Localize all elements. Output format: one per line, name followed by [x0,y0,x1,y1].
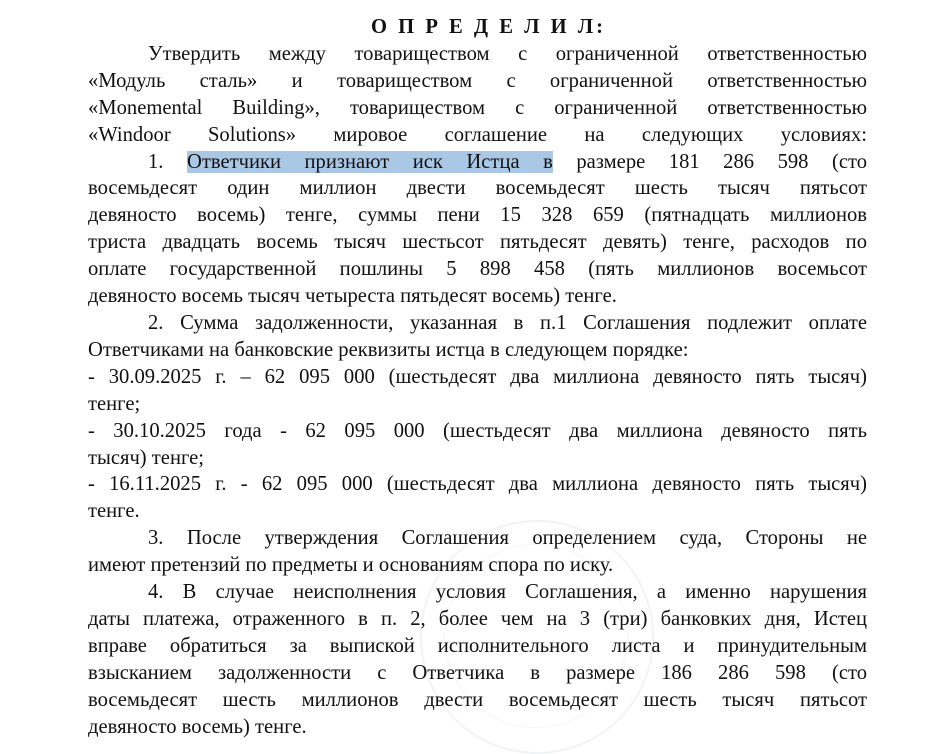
clause-3-line-2: имеют претензий по предметы и основаниям спора по иску. [88,554,614,577]
clause-1 [88,149,867,310]
clause-1-line-2: восемьдесят один миллион двести восемьдесят шесть тысяч пятьсот [88,177,867,200]
clause-4-line-5: восемьдесят шесть миллионов двести восемьдесят шесть тысяч пятьсот [88,688,867,711]
selected-text-highlight[interactable]: Ответчики признают иск Истца в [186,150,553,173]
payment-3-line-1: - 16.11.2025 г. - 62 095 000 (шестьдесят два миллиона девяносто пять тысяч) [88,473,867,496]
clause-4-line-3: вправе обратиться за выпиской исполнительного листа и принудительным [88,634,867,657]
clause-1-line-6: девяносто восемь тысяч четыреста пятьдесят восемь) тенге. [88,285,617,308]
clause-4-line-6: девяносто восемь) тенге. [88,715,307,738]
intro-line-3: «Monemental Building», товариществом с ограниченной ответственностью [88,96,867,119]
document-heading: О П Р Е Д Е Л И Л: [370,16,606,38]
payment-2-line-1: - 30.10.2025 года - 62 095 000 (шестьдесят два миллиона девяносто пять [88,419,867,442]
clause-3 [88,525,867,579]
clause-1-line-4: триста двадцать восемь тысяч шестьсот пятьдесят девять) тенге, расходов по [88,231,867,254]
clause-1-number: 1. [148,150,164,173]
clause-1-line-1[interactable] [88,149,867,176]
clause-3-line-1: 3. После утверждения Соглашения определением суда, Стороны не [148,527,867,550]
intro-paragraph [88,41,867,149]
clause-2-line-2: Ответчиками на банковские реквизиты истца в следующем порядке: [88,338,689,361]
payment-3-line-2: тенге. [88,500,140,523]
court-ruling-page [88,14,867,740]
clause-4-line-2: даты платежа, отраженного в п. 2, более чем на 3 (три) банковких дня, Истец [88,607,867,630]
intro-line-1: Утвердить между товариществом с ограниченной ответственностью [148,42,867,65]
payment-1-line-1: - 30.09.2025 г. – 62 095 000 (шестьдесят два миллиона девяносто пять тысяч) [88,365,867,388]
clause-1-line-1-rest: размере 181 286 598 (сто [552,150,867,173]
clause-4-line-1: 4. В случае неисполнения условия Соглашения, а именно нарушения [148,581,867,604]
payment-1-line-2: тенге; [88,392,141,415]
clause-2-line-1: 2. Сумма задолженности, указанная в п.1 Соглашения подлежит оплате [148,311,867,334]
clause-4-line-4: взысканием задолженности с Ответчика в размере 186 286 598 (сто [88,661,867,684]
payment-2-line-2: тысяч) тенге; [88,446,205,469]
clause-2 [88,310,867,525]
intro-line-4: «Windoor Solutions» мировое соглашение на следующих условиях: [88,123,867,146]
intro-line-2: «Модуль сталь» и товариществом с ограниченной ответственностью [88,69,867,92]
clause-4 [88,579,867,740]
clause-1-line-3: девяносто восемь) тенге, суммы пени 15 328 659 (пятнадцать миллионов [88,204,867,227]
clause-1-line-5: оплате государственной пошлины 5 898 458 (пять миллионов восемьсот [88,258,867,281]
